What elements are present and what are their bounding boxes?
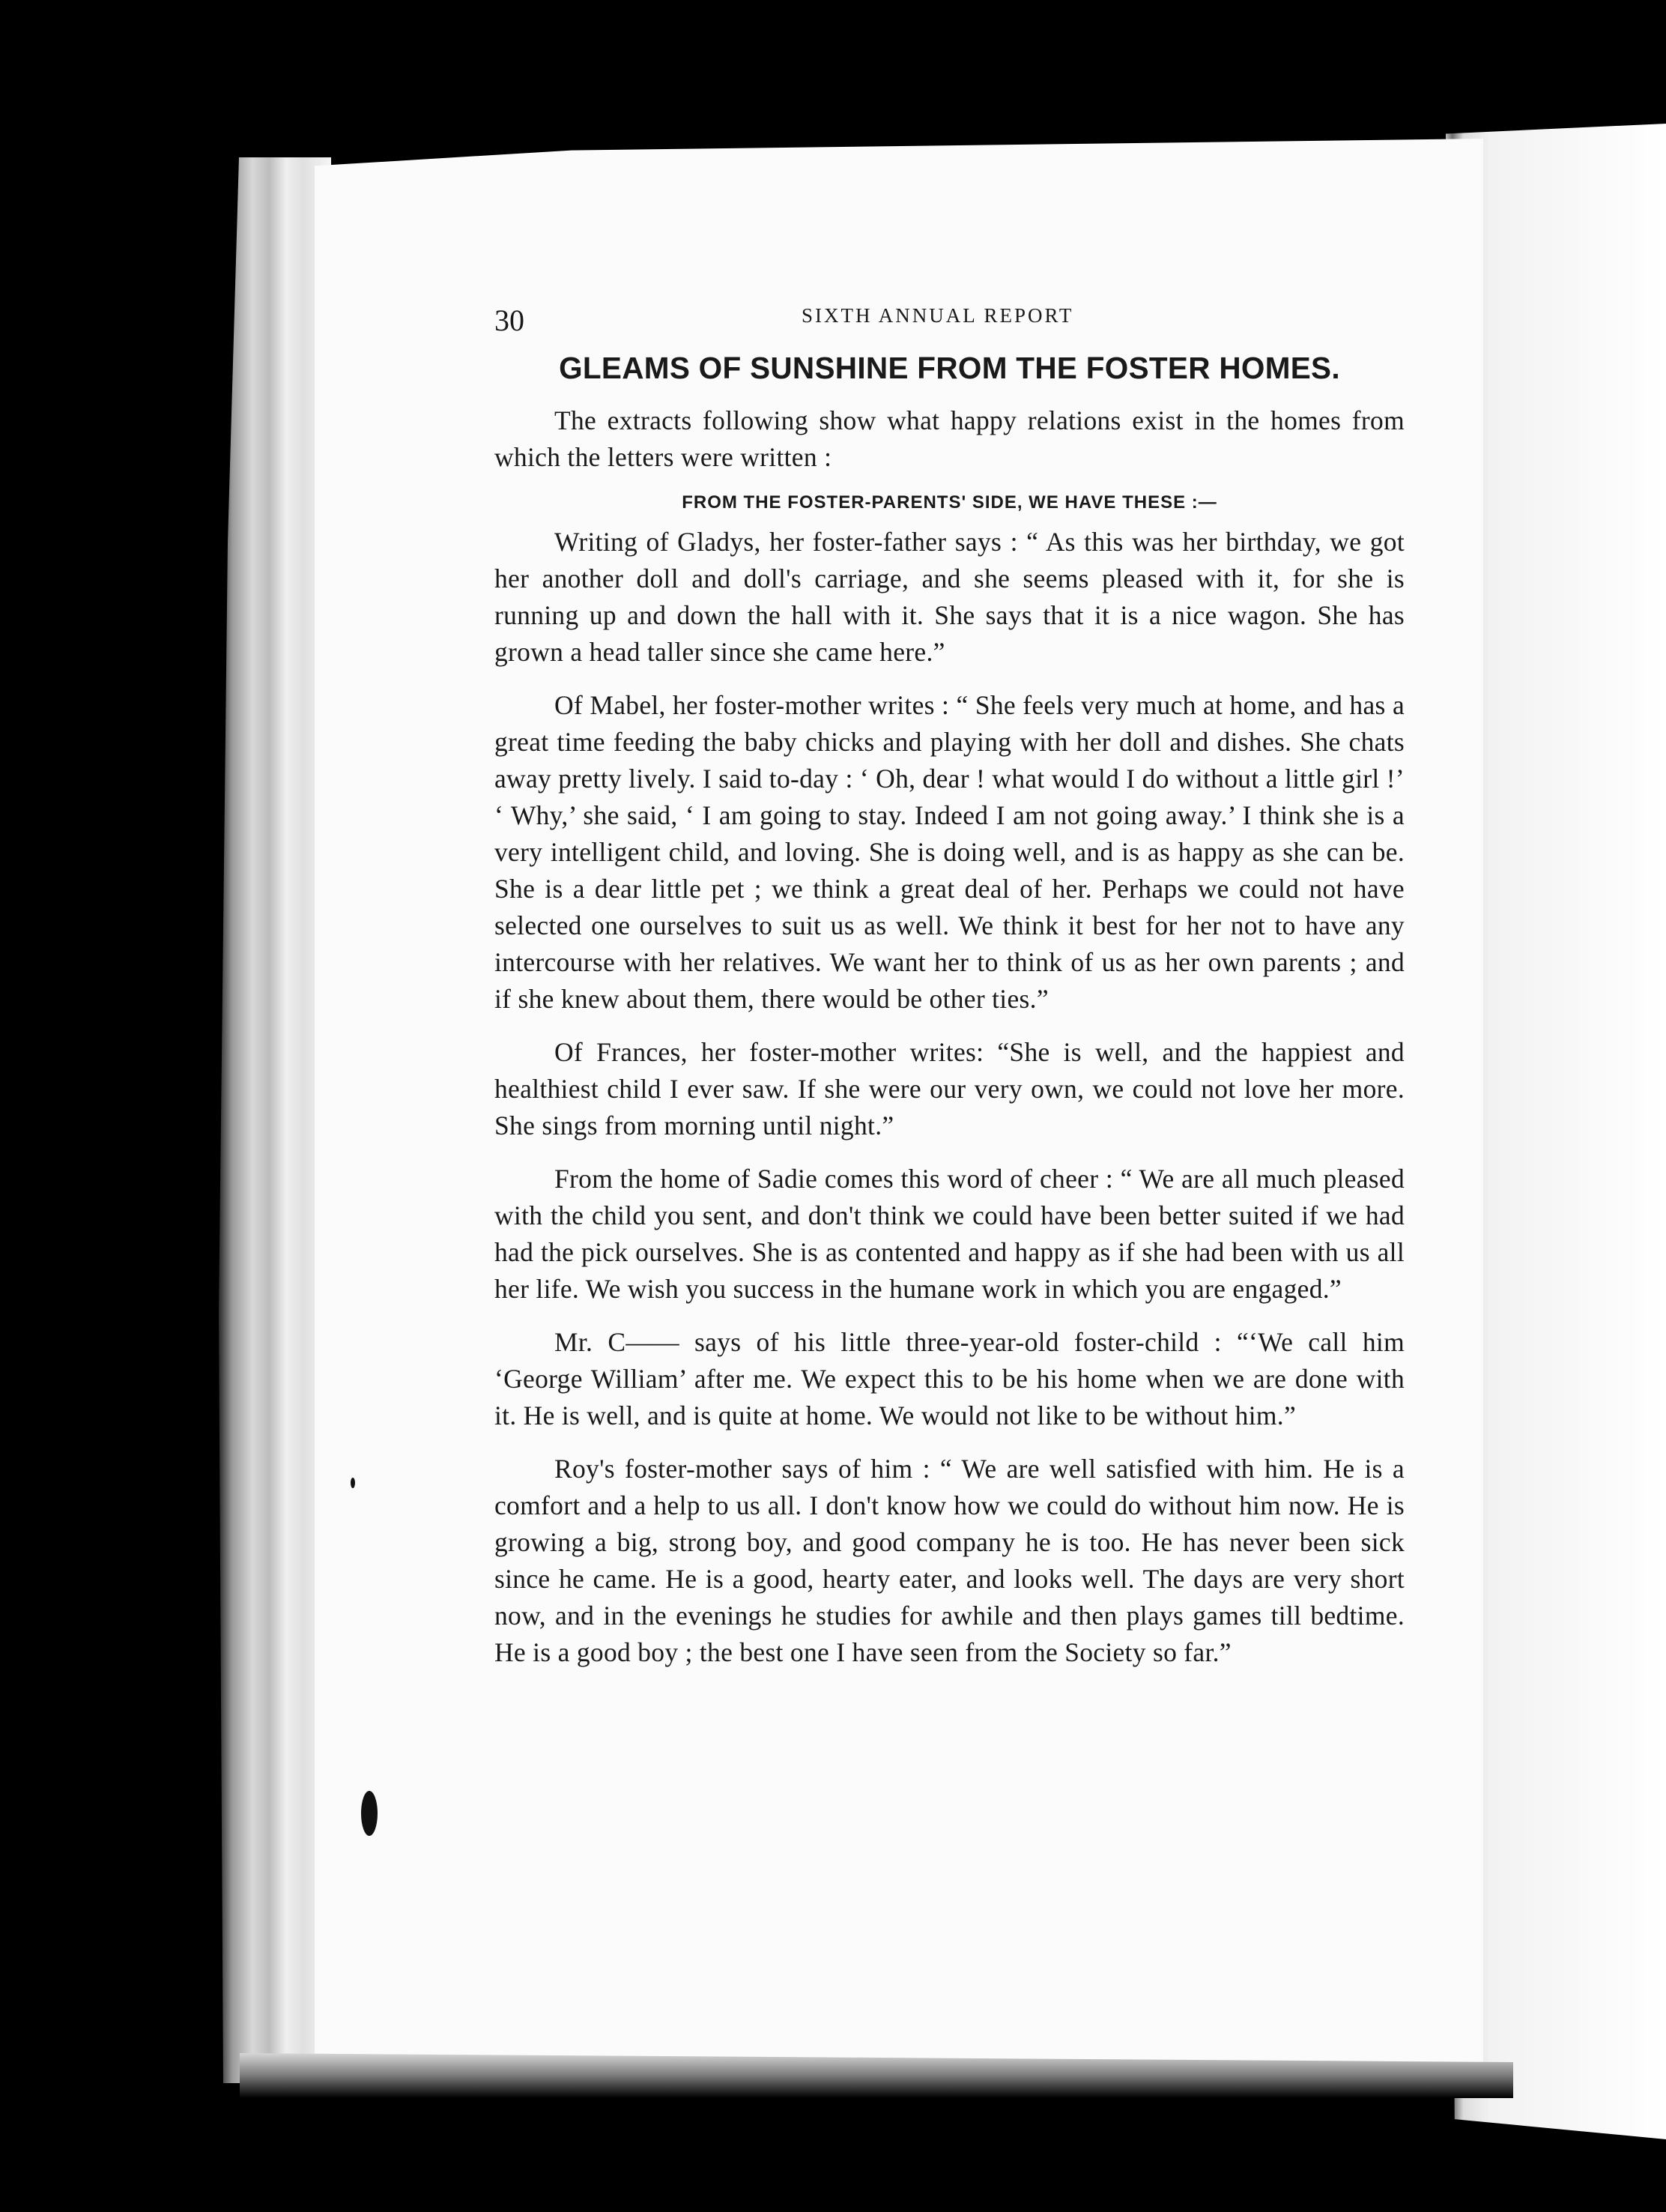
paragraph-sadie: From the home of Sadie comes this word of cheer : “ We are all much pleased with the child you sent, and don't think we could have been better suited if we had had the pick ourselves. She is as contented and happy as if she had been with us all her life. We wish you success in the humane work in which you are engaged.” [494,1164,1405,1304]
paragraph-roy: Roy's foster-mother says of him : “ We are well satisfied with him. He is a comfort and a help to us all. I don't know how we could do without him now. He is growing a big, strong boy, and good company he is too. He has never been sick since he came. He is a good, hearty eater, and looks well. The days are very short now, and in the evenings he studies for awhile and then plays games till bedtime. He is a good boy ; the best one I have seen from the Society so far.” [494,1454,1405,1667]
paragraph-george-william: Mr. C—— says of his little three-year-old foster-child : “‘We call him ‘George William’ after me. We expect this to be his home when we are done with it. He is well, and is quite at home. We would not like to be without him.” [494,1327,1405,1430]
page-number: 30 [494,303,524,337]
paragraph-gladys: Writing of Gladys, her foster-father says : “ As this was her birthday, we got her another doll and doll's carriage, and she seems pleased with it, for she is running up and down the hall with it. She says that it is a nice wagon. She has grown a head taller since she came here.” [494,527,1405,667]
running-head [494,300,1405,337]
intro-paragraph: The extracts following show what happy relations exist in the homes from which the letters were written : [494,405,1405,472]
section-subhead: FROM THE FOSTER-PARENTS' SIDE, WE HAVE THESE :— [682,492,1217,513]
page-text [494,300,1405,1687]
paragraph-mabel: Of Mabel, her foster-mother writes : “ She feels very much at home, and has a great time feeding the baby chicks and playing with her doll and dishes. She chats away pretty lively. I said to-day : ‘ Oh, dear ! what would I do without a little girl !’ ‘ Why,’ she said, ‘ I am going to stay. Indeed I am not going away.’ I think she is a very intelligent child, and loving. She is doing well, and is as happy as she can be. She is a dear little pet ; we think a great deal of her. Perhaps we could not have selected one ourselves to suit us as well. We think it best for her not to have any intercourse with her relatives. We want her to think of us as her own parents ; and if she knew about them, there would be other ties.” [494,690,1405,1014]
ink-blot [361,1791,378,1836]
paragraph-frances: Of Frances, her foster-mother writes: “She is well, and the happiest and healthiest child I ever saw. If she were our very own, we could not love her more. She sings from morning until night.” [494,1037,1405,1140]
article-headline: GLEAMS OF SUNSHINE FROM THE FOSTER HOMES. [559,351,1340,385]
running-title: SIXTH ANNUAL REPORT [802,304,1074,327]
book-page-edges [219,157,331,2083]
ink-speck [351,1478,355,1488]
